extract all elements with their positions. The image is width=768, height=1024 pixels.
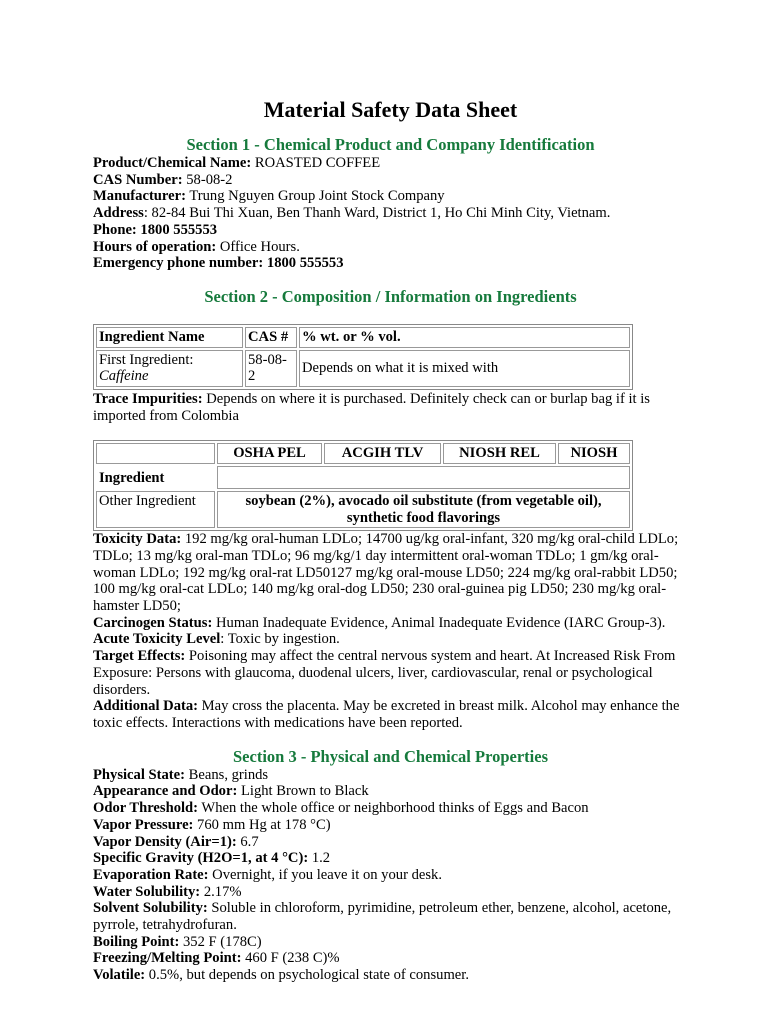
emergency-phone-line — [93, 255, 688, 272]
toxicity-section — [93, 531, 688, 731]
list-item — [93, 950, 688, 967]
property-value: When the whole office or neighborhood thinks of Eggs and Bacon — [198, 800, 589, 817]
osha-pel-header: OSHA PEL — [217, 443, 322, 464]
ingredients-table — [93, 324, 633, 390]
address-line — [93, 205, 688, 222]
cas-number-label: CAS Number: — [93, 171, 183, 188]
limits-empty-header — [96, 443, 215, 464]
toxicity-label: Toxicity Data: — [93, 531, 182, 548]
ingredient-header: Ingredient — [99, 470, 165, 487]
manufacturer-label: Manufacturer: — [93, 188, 186, 205]
property-label: Solvent Solubility: — [93, 900, 208, 917]
ingredient-name-line1: First Ingredient: — [99, 351, 194, 368]
niosh-header: NIOSH — [558, 443, 630, 464]
table-row — [96, 491, 630, 528]
ingredient-name-cell — [96, 350, 243, 387]
acute-toxicity — [93, 631, 688, 648]
property-label: Water Solubility: — [93, 883, 201, 900]
cas-number-value: 58-08-2 — [182, 171, 233, 188]
cas-header: CAS # — [245, 327, 297, 348]
toxicity-value: 192 mg/kg oral-human LDLo; 14700 ug/kg oral-infant, 320 mg/kg oral-child LDLo; TDLo; 13 mg/kg oral-man TDLo; 96 mg/kg/1 day intermittent oral-woman TDLo; 1 gm/kg oral-woman LDLo; 192 mg/kg oral-rat LD50127 mg/kg oral-mouse LD50; 224 mg/kg oral-rabbit LD50; 100 mg/kg oral-cat LDLo; 140 mg/kg oral-dog LD50; 230 oral-guinea pig LD50; 230 mg/kg oral-hamster LD50; — [93, 531, 679, 615]
additional-data-value: May cross the placenta. May be excreted in breast milk. Alcohol may enhance the toxic effects. Interactions with medications have been reported. — [93, 698, 680, 731]
cas-number-line — [93, 172, 688, 189]
acute-toxicity-label: Acute Toxicity Level — [93, 631, 221, 648]
emergency-phone-label: Emergency phone number: 1800 555553 — [93, 255, 344, 272]
property-value: 760 mm Hg at 178 °C) — [193, 816, 331, 833]
property-value: Soluble in chloroform, pyrimidine, petroleum ether, benzene, alcohol, acetone, pyrrole, tetrahydrofuran. — [93, 900, 672, 934]
additional-data-label: Additional Data: — [93, 698, 199, 715]
phone-line — [93, 222, 688, 239]
limits-ingredient-row — [96, 466, 630, 489]
property-value: 352 F (178C) — [179, 933, 262, 950]
document-title: Material Safety Data Sheet — [263, 97, 518, 122]
limits-header-row — [96, 443, 630, 464]
property-value: 6.7 — [236, 833, 259, 850]
property-value: Light Brown to Black — [237, 783, 369, 800]
ingredient-percent-cell: Depends on what it is mixed with — [299, 350, 630, 387]
list-item — [93, 834, 688, 851]
other-ingredient-value: soybean (2%), avocado oil substitute (from vegetable oil), synthetic food flavorings — [217, 491, 630, 528]
trace-impurities — [93, 391, 688, 424]
list-item — [93, 867, 688, 884]
table-row — [96, 350, 630, 387]
property-value: 0.5%, but depends on psychological state of consumer. — [145, 967, 469, 984]
section-3-body — [93, 767, 688, 984]
carcinogen-status — [93, 615, 688, 632]
manufacturer-value: Trung Nguyen Group Joint Stock Company — [185, 188, 445, 205]
list-item — [93, 850, 688, 867]
carcinogen-value: Human Inadequate Evidence, Animal Inadequate Evidence (IARC Group-3). — [212, 614, 666, 631]
property-label: Vapor Density (Air=1): — [93, 833, 237, 850]
list-item — [93, 967, 688, 984]
document-content — [93, 96, 688, 984]
product-name-value: ROASTED COFFEE — [251, 155, 381, 171]
acute-toxicity-value: : Toxic by ingestion. — [220, 631, 340, 648]
product-name-label: Product/Chemical Name: — [93, 155, 252, 171]
section-1-heading: Section 1 - Chemical Product and Company Identification — [186, 135, 595, 154]
niosh-rel-header: NIOSH REL — [443, 443, 556, 464]
trace-impurities-label: Trace Impurities: — [93, 391, 203, 408]
trace-impurities-value: Depends on where it is purchased. Definitely check can or burlap bag if it is imported from Colombia — [93, 391, 650, 424]
toxicity-data — [93, 531, 688, 615]
additional-data — [93, 698, 688, 731]
property-value: Beans, grinds — [185, 766, 269, 783]
ingredient-name-line2: Caffeine — [99, 368, 149, 385]
limits-empty-cell — [217, 466, 630, 489]
property-label: Volatile: — [93, 967, 146, 984]
property-label: Odor Threshold: — [93, 800, 199, 817]
list-item — [93, 934, 688, 951]
list-item — [93, 900, 688, 933]
property-value: 460 F (238 C)% — [241, 950, 340, 967]
hours-value: Office Hours. — [216, 238, 300, 255]
property-label: Appearance and Odor: — [93, 783, 238, 800]
address-label: Address — [93, 205, 144, 222]
target-effects-label: Target Effects: — [93, 648, 186, 665]
ingredient-name-header: Ingredient Name — [96, 327, 243, 348]
hours-label: Hours of operation: — [93, 238, 217, 255]
ingredients-header-row — [96, 327, 630, 348]
carcinogen-label: Carcinogen Status: — [93, 614, 213, 631]
address-value: : 82-84 Bui Thi Xuan, Ben Thanh Ward, District 1, Ho Chi Minh City, Vietnam. — [143, 205, 611, 222]
property-value: 2.17% — [200, 883, 242, 900]
property-label: Physical State: — [93, 766, 186, 783]
property-label: Evaporation Rate: — [93, 866, 209, 883]
property-label: Specific Gravity (H2O=1, at 4 °C): — [93, 850, 309, 867]
acgih-tlv-header: ACGIH TLV — [324, 443, 441, 464]
list-item — [93, 800, 688, 817]
hours-line — [93, 239, 688, 256]
ingredient-cas-cell: 58-08-2 — [245, 350, 297, 387]
phone-label: Phone: 1800 555553 — [93, 221, 218, 238]
percent-header: % wt. or % vol. — [299, 327, 630, 348]
section-1-body — [93, 155, 688, 272]
property-label: Freezing/Melting Point: — [93, 950, 242, 967]
list-item — [93, 767, 688, 784]
other-ingredient-cell: Other Ingredient — [96, 491, 215, 528]
section-3-heading: Section 3 - Physical and Chemical Properties — [233, 746, 548, 766]
list-item — [93, 783, 688, 800]
manufacturer-line — [93, 188, 688, 205]
target-effects — [93, 648, 688, 698]
target-effects-value: Poisoning may affect the central nervous system and heart. At Increased Risk From Exposure: Persons with glaucoma, duodenal ulcers, liver, cardiovascular, renal or psychological disorders. — [93, 648, 676, 698]
property-value: Overnight, if you leave it on your desk. — [208, 866, 442, 883]
property-label: Vapor Pressure: — [93, 816, 194, 833]
property-value: 1.2 — [308, 850, 331, 867]
exposure-limits-table — [93, 440, 633, 531]
list-item — [93, 817, 688, 834]
property-label: Boiling Point: — [93, 933, 180, 950]
list-item — [93, 884, 688, 901]
section-2-heading: Section 2 - Composition / Information on Ingredients — [204, 286, 577, 306]
product-name-line — [93, 155, 688, 172]
